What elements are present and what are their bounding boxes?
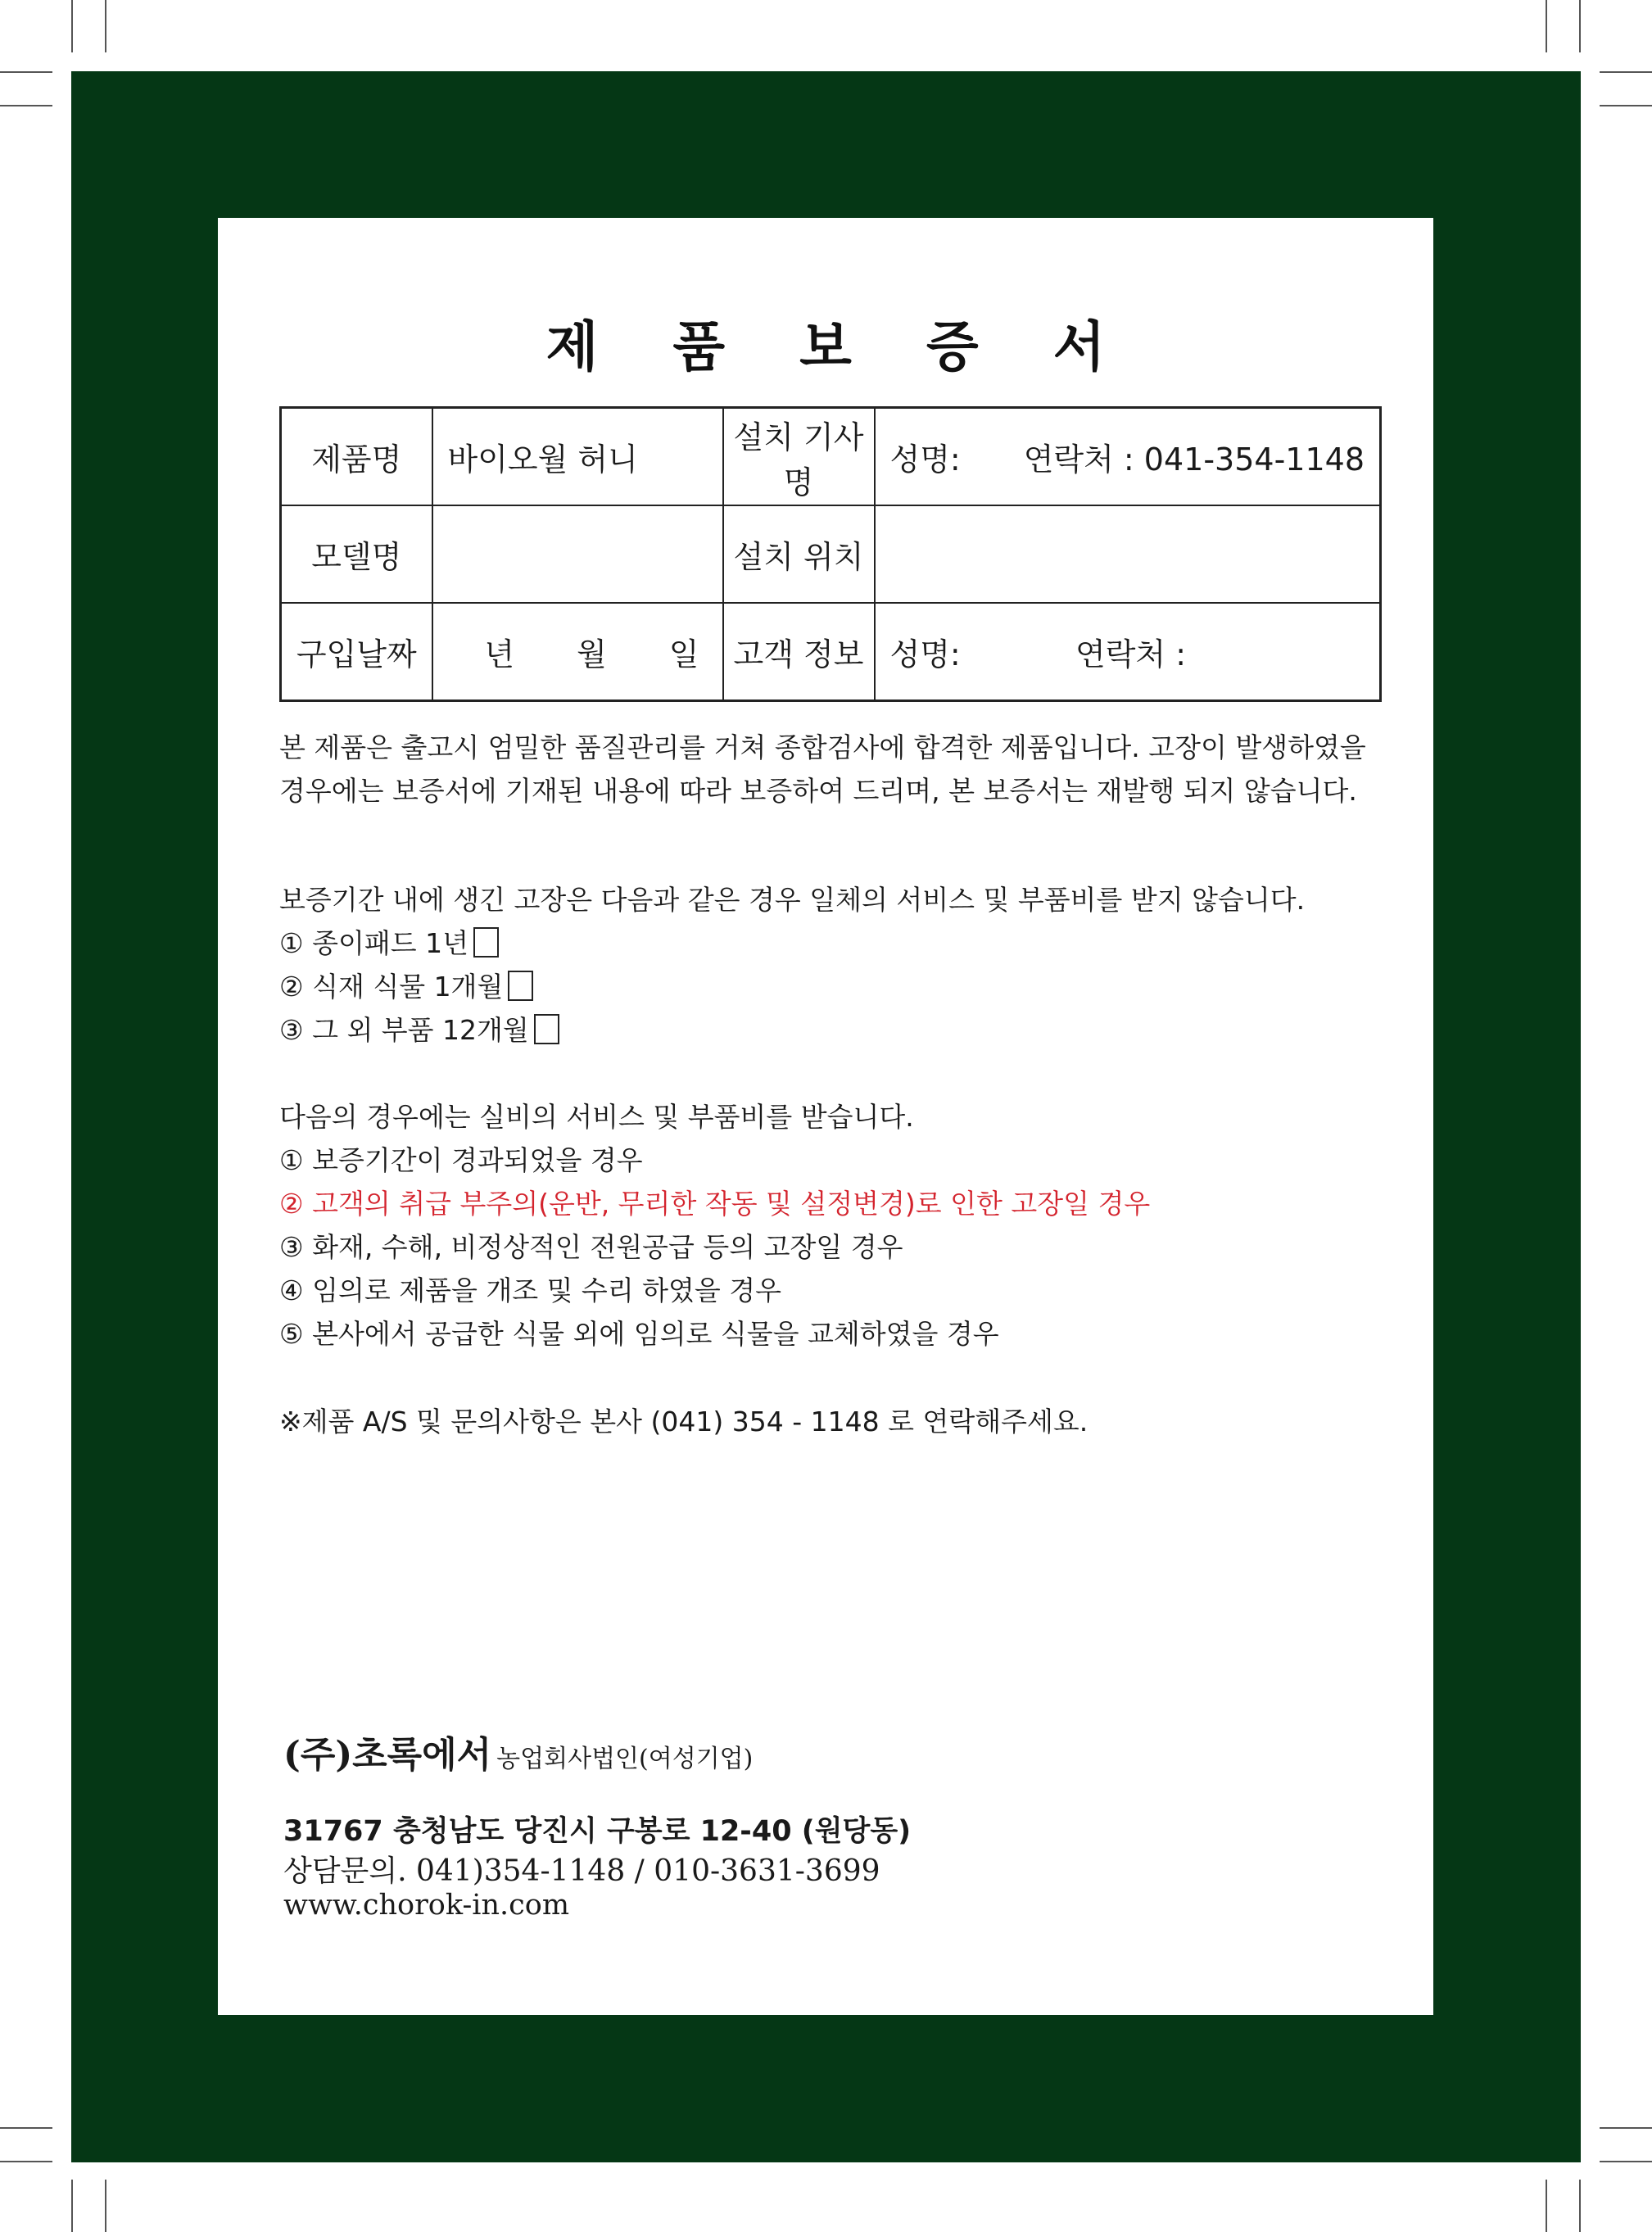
product-name-value: 바이오월 허니 <box>432 408 723 506</box>
customer-contact-label: 연락처 : <box>1075 636 1186 672</box>
crop-mark <box>105 2180 106 2232</box>
list-item: ① 보증기간이 경과되었을 경우 <box>279 1144 643 1176</box>
table-row <box>281 505 1381 603</box>
list-item: ③ 그 외 부품 12개월 <box>279 1008 1393 1052</box>
list-item: ④ 임의로 제품을 개조 및 수리 하였을 경우 <box>279 1274 782 1306</box>
note-text: ※제품 A/S 및 문의사항은 본사 (041) 354 - 1148 로 연락해주세요. <box>279 1406 1089 1437</box>
year-label: 년 <box>484 636 515 672</box>
product-name-label: 제품명 <box>281 408 432 506</box>
warranty-sheet <box>218 218 1433 2015</box>
checkbox[interactable] <box>508 971 533 1001</box>
paid-heading: 다음의 경우에는 실비의 서비스 및 부품비를 받습니다. <box>279 1101 914 1133</box>
checkbox[interactable] <box>534 1014 559 1044</box>
purchase-date-label: 구입날짜 <box>281 603 432 701</box>
company-heading <box>283 1725 753 1777</box>
table-row <box>281 603 1381 701</box>
model-name-label: 모델명 <box>281 505 432 603</box>
list-item: ③ 화재, 수해, 비정상적인 전원공급 등의 고장일 경우 <box>279 1231 903 1263</box>
crop-mark <box>1546 2180 1547 2232</box>
installer-contact: 연락처 : 041-354-1148 <box>1023 441 1365 478</box>
crop-mark <box>1600 105 1652 106</box>
intro-line: 본 제품은 출고시 엄밀한 품질관리를 거쳐 종합검사에 합격한 제품입니다. 고장이 발생하였을 <box>279 731 1366 763</box>
crop-mark <box>1546 0 1547 52</box>
crop-mark <box>71 2180 73 2232</box>
warranty-heading: 보증기간 내에 생긴 고장은 다음과 같은 경우 일체의 서비스 및 부품비를 받지 않습니다. <box>279 884 1306 916</box>
table-row <box>281 408 1381 506</box>
company-address: 31767 충청남도 당진시 구봉로 12-40 (원당동) <box>283 1815 912 1848</box>
crop-mark <box>105 0 106 52</box>
list-item: ② 식재 식물 1개월 <box>279 965 1393 1008</box>
install-location-label: 설치 위치 <box>723 505 875 603</box>
warranty-section <box>279 878 1393 1052</box>
month-label: 월 <box>577 636 607 672</box>
crop-mark <box>1579 2180 1581 2232</box>
crop-mark <box>1600 71 1652 73</box>
list-item: ① 종이패드 1년 <box>279 921 1393 965</box>
company-contact: 상담문의. 041)354-1148 / 010-3631-3699 <box>283 1854 880 1888</box>
contact-note <box>279 1400 1393 1443</box>
crop-mark <box>0 2127 52 2129</box>
intro-paragraph <box>279 726 1393 813</box>
purchase-date-value <box>432 603 723 701</box>
customer-info <box>875 603 1381 701</box>
product-info-table <box>279 406 1382 702</box>
crop-mark <box>0 2161 52 2162</box>
crop-mark <box>0 105 52 106</box>
installer-info <box>875 408 1381 506</box>
document-title: 제 품 보 증 서 <box>545 315 1134 378</box>
crop-mark <box>1600 2127 1652 2129</box>
crop-mark <box>1600 2161 1652 2162</box>
crop-mark <box>71 0 73 52</box>
company-name: (주)초록에서 <box>283 1734 492 1776</box>
customer-info-label: 고객 정보 <box>723 603 875 701</box>
installer-name-label: 성명: <box>889 441 961 478</box>
customer-name-label: 성명: <box>889 636 961 672</box>
model-name-value <box>432 505 723 603</box>
installer-label: 설치 기사명 <box>723 408 875 506</box>
day-label: 일 <box>668 636 699 672</box>
list-item: ⑤ 본사에서 공급한 식물 외에 임의로 식물을 교체하였을 경우 <box>279 1318 999 1350</box>
paid-service-section <box>279 1095 1393 1356</box>
list-item-highlighted: ② 고객의 취급 부주의(운반, 무리한 작동 및 설정변경)로 인한 고장일 경우 <box>279 1188 1151 1220</box>
install-location-value <box>875 505 1381 603</box>
intro-line: 경우에는 보증서에 기재된 내용에 따라 보증하여 드리며, 본 보증서는 재발행 되지 않습니다. <box>279 775 1357 807</box>
crop-mark <box>1579 0 1581 52</box>
company-subtitle: 농업회사법인(여성기업) <box>496 1745 754 1773</box>
crop-mark <box>0 71 52 73</box>
checkbox[interactable] <box>473 927 499 958</box>
company-website[interactable]: www.chorok-in.com <box>283 1889 570 1922</box>
